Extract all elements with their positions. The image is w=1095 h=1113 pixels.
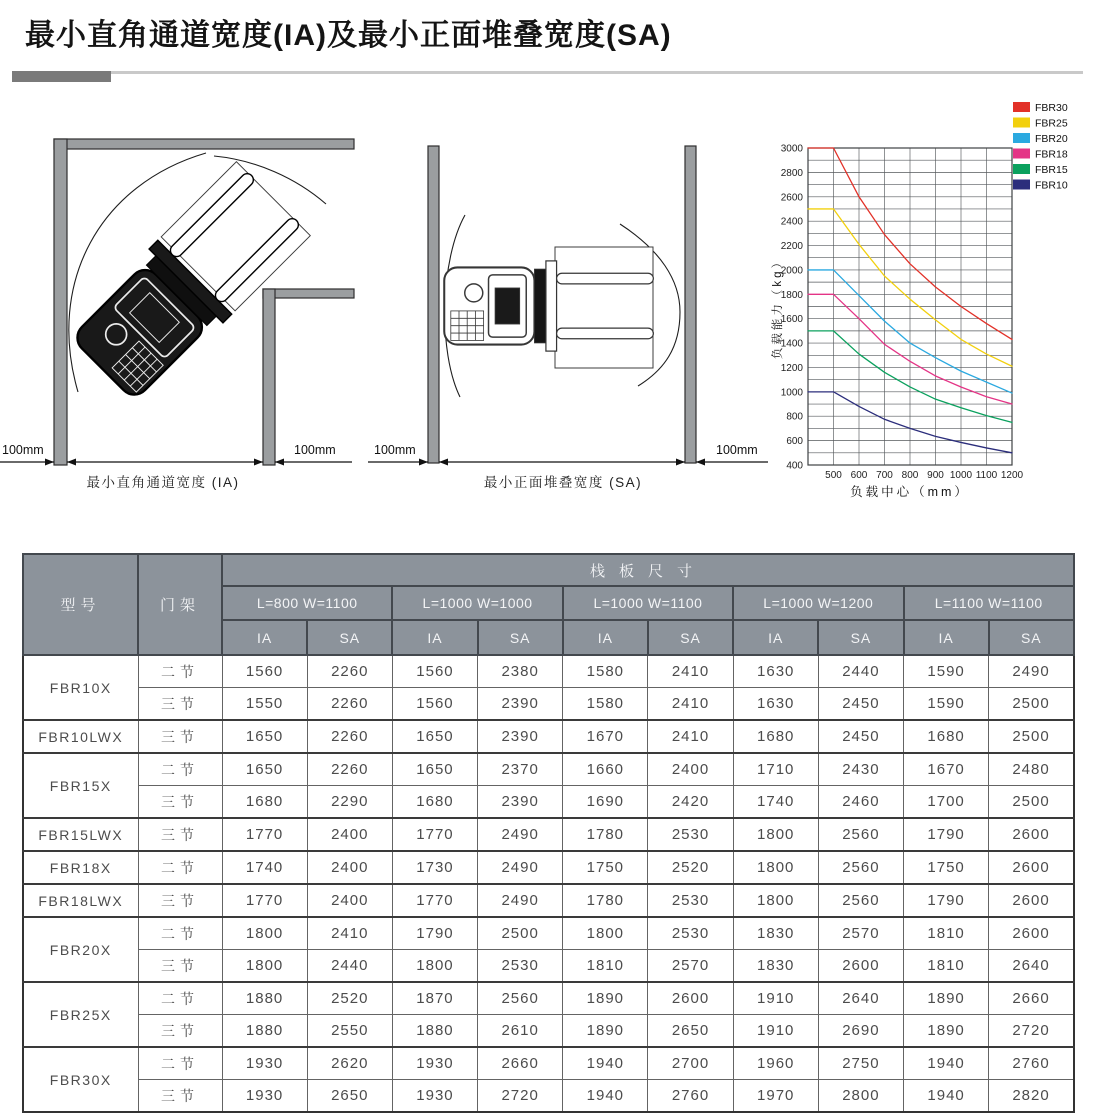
value-cell: 1880 bbox=[222, 982, 307, 1015]
value-cell: 1810 bbox=[904, 917, 989, 950]
model-cell: FBR18X bbox=[23, 851, 138, 884]
value-cell: 1910 bbox=[733, 982, 818, 1015]
value-cell: 2500 bbox=[989, 786, 1074, 819]
value-cell: 1800 bbox=[392, 950, 477, 983]
value-cell: 1930 bbox=[222, 1080, 307, 1113]
value-cell: 2440 bbox=[307, 950, 392, 983]
x-axis-tick: 500 bbox=[825, 470, 842, 481]
legend-label-fbr20: FBR20 bbox=[1035, 133, 1068, 145]
value-cell: 1560 bbox=[222, 655, 307, 688]
mast-cell: 二节 bbox=[138, 655, 222, 688]
table-row bbox=[23, 884, 1074, 917]
value-cell: 1790 bbox=[904, 818, 989, 851]
value-cell: 2500 bbox=[478, 917, 563, 950]
value-cell: 1770 bbox=[392, 884, 477, 917]
value-cell: 1930 bbox=[392, 1080, 477, 1113]
value-cell: 1680 bbox=[904, 720, 989, 753]
value-cell: 2520 bbox=[648, 851, 733, 884]
table-row bbox=[23, 818, 1074, 851]
table-row bbox=[23, 786, 1074, 819]
col-header-pallet-size: 栈板尺寸 bbox=[222, 554, 1074, 586]
value-cell: 2600 bbox=[989, 851, 1074, 884]
legend-swatch-fbr15 bbox=[1013, 164, 1030, 174]
mast-cell: 三节 bbox=[138, 1080, 222, 1113]
wall-left bbox=[54, 139, 67, 465]
value-cell: 2530 bbox=[648, 884, 733, 917]
subcol-header-sa: SA bbox=[648, 620, 733, 655]
subcol-header-ia: IA bbox=[563, 620, 648, 655]
value-cell: 1960 bbox=[733, 1047, 818, 1080]
value-cell: 1930 bbox=[392, 1047, 477, 1080]
y-axis-tick: 2000 bbox=[780, 265, 803, 277]
clearance-label-left: 100mm bbox=[2, 443, 44, 457]
value-cell: 2440 bbox=[818, 655, 903, 688]
subcol-header-ia: IA bbox=[733, 620, 818, 655]
x-axis-tick: 700 bbox=[876, 470, 893, 481]
legend-label-fbr10: FBR10 bbox=[1035, 179, 1068, 192]
value-cell: 1890 bbox=[563, 982, 648, 1015]
value-cell: 1800 bbox=[222, 950, 307, 983]
value-cell: 1830 bbox=[733, 917, 818, 950]
table-row bbox=[23, 917, 1074, 950]
value-cell: 2750 bbox=[818, 1047, 903, 1080]
value-cell: 1550 bbox=[222, 688, 307, 721]
legend-label-fbr15: FBR15 bbox=[1035, 164, 1068, 176]
load-capacity-chart-svg bbox=[763, 92, 1095, 504]
legend-swatch-fbr10 bbox=[1013, 180, 1030, 190]
value-cell: 1680 bbox=[392, 786, 477, 819]
value-cell: 1740 bbox=[733, 786, 818, 819]
value-cell: 2450 bbox=[818, 688, 903, 721]
value-cell: 2410 bbox=[648, 720, 733, 753]
y-axis-tick: 1800 bbox=[780, 289, 803, 301]
value-cell: 1750 bbox=[563, 851, 648, 884]
value-cell: 1650 bbox=[392, 753, 477, 786]
subcol-header-ia: IA bbox=[392, 620, 477, 655]
spec-table bbox=[22, 553, 1075, 1113]
y-axis-tick: 2400 bbox=[780, 216, 803, 228]
col-header-mast: 门架 bbox=[138, 554, 222, 655]
model-cell: FBR20X bbox=[23, 917, 138, 982]
wall-right bbox=[685, 146, 696, 463]
value-cell: 2570 bbox=[818, 917, 903, 950]
table-row bbox=[23, 688, 1074, 721]
value-cell: 2400 bbox=[648, 753, 733, 786]
value-cell: 2530 bbox=[648, 917, 733, 950]
diagram-right-angle-aisle-ia bbox=[0, 120, 370, 495]
value-cell: 2760 bbox=[989, 1047, 1074, 1080]
value-cell: 1680 bbox=[733, 720, 818, 753]
table-row bbox=[23, 1080, 1074, 1113]
table-row bbox=[23, 655, 1074, 688]
value-cell: 2560 bbox=[478, 982, 563, 1015]
value-cell: 2390 bbox=[478, 688, 563, 721]
pallet-outline bbox=[555, 247, 653, 368]
value-cell: 2720 bbox=[478, 1080, 563, 1113]
size-group-header: L=1000 W=1000 bbox=[392, 586, 562, 620]
y-axis-tick: 3000 bbox=[780, 143, 803, 155]
x-axis-tick: 1200 bbox=[1000, 470, 1024, 481]
value-cell: 1790 bbox=[904, 884, 989, 917]
dimension-lines bbox=[0, 443, 352, 466]
wall-top bbox=[54, 139, 354, 149]
value-cell: 1880 bbox=[392, 1015, 477, 1048]
x-axis-tick: 1100 bbox=[975, 470, 998, 481]
value-cell: 2400 bbox=[307, 818, 392, 851]
diagram-sa-caption: 最小正面堆叠宽度 (SA) bbox=[483, 475, 643, 490]
value-cell: 1580 bbox=[563, 688, 648, 721]
value-cell: 2260 bbox=[307, 655, 392, 688]
table-row bbox=[23, 982, 1074, 1015]
value-cell: 1770 bbox=[392, 818, 477, 851]
value-cell: 2410 bbox=[648, 688, 733, 721]
table-row bbox=[23, 720, 1074, 753]
value-cell: 2520 bbox=[307, 982, 392, 1015]
value-cell: 1800 bbox=[222, 917, 307, 950]
load-capacity-chart bbox=[763, 92, 1095, 504]
wall-inner-vertical bbox=[263, 289, 275, 465]
x-axis-tick: 800 bbox=[901, 470, 919, 481]
value-cell: 1940 bbox=[563, 1080, 648, 1113]
legend-swatch-fbr18 bbox=[1013, 149, 1030, 159]
value-cell: 1650 bbox=[222, 720, 307, 753]
value-cell: 2260 bbox=[307, 720, 392, 753]
legend-label-fbr25: FBR25 bbox=[1035, 117, 1068, 130]
y-axis-title: 负载能力（kg） bbox=[772, 253, 784, 360]
subcol-header-ia: IA bbox=[222, 620, 307, 655]
value-cell: 2650 bbox=[648, 1015, 733, 1048]
y-axis-tick: 2600 bbox=[780, 192, 803, 204]
y-axis-tick: 2800 bbox=[780, 167, 803, 179]
mast-cell: 三节 bbox=[138, 818, 222, 851]
y-axis-tick: 600 bbox=[786, 436, 803, 448]
value-cell: 1680 bbox=[222, 786, 307, 819]
clearance-label-right: 100mm bbox=[716, 443, 758, 457]
subcol-header-sa: SA bbox=[307, 620, 392, 655]
value-cell: 2490 bbox=[478, 851, 563, 884]
mast-cell: 三节 bbox=[138, 688, 222, 721]
mast-cell: 二节 bbox=[138, 917, 222, 950]
value-cell: 2820 bbox=[989, 1080, 1074, 1113]
value-cell: 2370 bbox=[478, 753, 563, 786]
value-cell: 2640 bbox=[818, 982, 903, 1015]
value-cell: 1940 bbox=[563, 1047, 648, 1080]
y-axis-tick: 800 bbox=[786, 411, 803, 423]
mast-cell: 三节 bbox=[138, 950, 222, 983]
value-cell: 1650 bbox=[392, 720, 477, 753]
value-cell: 1660 bbox=[563, 753, 648, 786]
mast-cell: 二节 bbox=[138, 982, 222, 1015]
value-cell: 2760 bbox=[648, 1080, 733, 1113]
value-cell: 1970 bbox=[733, 1080, 818, 1113]
mast-cell: 二节 bbox=[138, 851, 222, 884]
value-cell: 2600 bbox=[648, 982, 733, 1015]
value-cell: 2260 bbox=[307, 688, 392, 721]
model-cell: FBR15LWX bbox=[23, 818, 138, 851]
value-cell: 1750 bbox=[904, 851, 989, 884]
value-cell: 1560 bbox=[392, 688, 477, 721]
value-cell: 2260 bbox=[307, 753, 392, 786]
model-cell: FBR30X bbox=[23, 1047, 138, 1112]
value-cell: 1670 bbox=[904, 753, 989, 786]
size-group-header: L=1100 W=1100 bbox=[904, 586, 1074, 620]
title-rule-accent bbox=[12, 71, 111, 82]
model-cell: FBR15X bbox=[23, 753, 138, 818]
value-cell: 2690 bbox=[818, 1015, 903, 1048]
value-cell: 2600 bbox=[818, 950, 903, 983]
value-cell: 1870 bbox=[392, 982, 477, 1015]
value-cell: 1650 bbox=[222, 753, 307, 786]
subcol-header-ia: IA bbox=[904, 620, 989, 655]
x-axis-title: 负载中心（mm） bbox=[850, 485, 970, 499]
value-cell: 2380 bbox=[478, 655, 563, 688]
legend-swatch-fbr25 bbox=[1013, 118, 1030, 128]
value-cell: 1590 bbox=[904, 655, 989, 688]
value-cell: 2410 bbox=[648, 655, 733, 688]
size-group-header: L=1000 W=1100 bbox=[563, 586, 733, 620]
value-cell: 2640 bbox=[989, 950, 1074, 983]
value-cell: 2460 bbox=[818, 786, 903, 819]
value-cell: 1890 bbox=[904, 1015, 989, 1048]
value-cell: 2560 bbox=[818, 884, 903, 917]
value-cell: 1630 bbox=[733, 688, 818, 721]
y-axis-tick: 400 bbox=[786, 460, 803, 472]
legend-label-fbr30: FBR30 bbox=[1035, 102, 1068, 114]
value-cell: 2800 bbox=[818, 1080, 903, 1113]
value-cell: 1890 bbox=[904, 982, 989, 1015]
model-cell: FBR10LWX bbox=[23, 720, 138, 753]
value-cell: 2720 bbox=[989, 1015, 1074, 1048]
value-cell: 2530 bbox=[478, 950, 563, 983]
diagram-ia-caption: 最小直角通道宽度 (IA) bbox=[86, 475, 240, 490]
value-cell: 1890 bbox=[563, 1015, 648, 1048]
value-cell: 1780 bbox=[563, 818, 648, 851]
table-row bbox=[23, 1015, 1074, 1048]
page-title: 最小直角通道宽度(IA)及最小正面堆叠宽度(SA) bbox=[25, 19, 672, 52]
value-cell: 2550 bbox=[307, 1015, 392, 1048]
value-cell: 2660 bbox=[478, 1047, 563, 1080]
mast-cell: 三节 bbox=[138, 1015, 222, 1048]
legend-swatch-fbr20 bbox=[1013, 133, 1030, 143]
value-cell: 1940 bbox=[904, 1080, 989, 1113]
clearance-label-left: 100mm bbox=[374, 443, 416, 457]
subcol-header-sa: SA bbox=[478, 620, 563, 655]
value-cell: 1630 bbox=[733, 655, 818, 688]
model-cell: FBR18LWX bbox=[23, 884, 138, 917]
value-cell: 2400 bbox=[307, 851, 392, 884]
table-row bbox=[23, 753, 1074, 786]
value-cell: 1790 bbox=[392, 917, 477, 950]
x-axis-tick: 600 bbox=[850, 470, 868, 481]
table-row bbox=[23, 950, 1074, 983]
value-cell: 1930 bbox=[222, 1047, 307, 1080]
value-cell: 1770 bbox=[222, 884, 307, 917]
value-cell: 1880 bbox=[222, 1015, 307, 1048]
value-cell: 1560 bbox=[392, 655, 477, 688]
value-cell: 1740 bbox=[222, 851, 307, 884]
y-axis-tick: 1400 bbox=[780, 338, 803, 350]
value-cell: 2500 bbox=[989, 688, 1074, 721]
value-cell: 2660 bbox=[989, 982, 1074, 1015]
value-cell: 2450 bbox=[818, 720, 903, 753]
value-cell: 1780 bbox=[563, 884, 648, 917]
value-cell: 1940 bbox=[904, 1047, 989, 1080]
value-cell: 1580 bbox=[563, 655, 648, 688]
value-cell: 2490 bbox=[989, 655, 1074, 688]
x-axis-tick: 900 bbox=[927, 470, 944, 481]
mast-cell: 二节 bbox=[138, 1047, 222, 1080]
value-cell: 1710 bbox=[733, 753, 818, 786]
value-cell: 1810 bbox=[563, 950, 648, 983]
value-cell: 2410 bbox=[307, 917, 392, 950]
diagram-front-stacking-sa bbox=[368, 120, 768, 495]
value-cell: 2560 bbox=[818, 818, 903, 851]
value-cell: 2490 bbox=[478, 884, 563, 917]
mast-cell: 三节 bbox=[138, 720, 222, 753]
value-cell: 2570 bbox=[648, 950, 733, 983]
model-cell: FBR25X bbox=[23, 982, 138, 1047]
clearance-label-right: 100mm bbox=[294, 443, 336, 457]
wall-inner-horizontal bbox=[263, 289, 354, 298]
value-cell: 2390 bbox=[478, 786, 563, 819]
subcol-header-sa: SA bbox=[989, 620, 1074, 655]
value-cell: 2400 bbox=[307, 884, 392, 917]
value-cell: 1730 bbox=[392, 851, 477, 884]
value-cell: 1800 bbox=[733, 851, 818, 884]
value-cell: 1690 bbox=[563, 786, 648, 819]
value-cell: 1700 bbox=[904, 786, 989, 819]
subcol-header-sa: SA bbox=[818, 620, 903, 655]
chart-gridlines bbox=[808, 148, 1012, 465]
value-cell: 1670 bbox=[563, 720, 648, 753]
value-cell: 1800 bbox=[733, 884, 818, 917]
value-cell: 2480 bbox=[989, 753, 1074, 786]
size-group-header: L=800 W=1100 bbox=[222, 586, 392, 620]
value-cell: 1770 bbox=[222, 818, 307, 851]
wall-left bbox=[428, 146, 439, 463]
value-cell: 2650 bbox=[307, 1080, 392, 1113]
legend-swatch-fbr30 bbox=[1013, 102, 1030, 112]
value-cell: 2490 bbox=[478, 818, 563, 851]
model-cell: FBR10X bbox=[23, 655, 138, 720]
value-cell: 2610 bbox=[478, 1015, 563, 1048]
size-group-header: L=1000 W=1200 bbox=[733, 586, 903, 620]
y-axis-tick: 1600 bbox=[780, 314, 803, 326]
value-cell: 2420 bbox=[648, 786, 733, 819]
value-cell: 2560 bbox=[818, 851, 903, 884]
value-cell: 1590 bbox=[904, 688, 989, 721]
legend-label-fbr18: FBR18 bbox=[1035, 148, 1068, 161]
value-cell: 2700 bbox=[648, 1047, 733, 1080]
col-header-model: 型号 bbox=[23, 554, 138, 655]
y-axis-tick: 1200 bbox=[780, 362, 803, 374]
title-rule bbox=[12, 71, 1083, 74]
value-cell: 1910 bbox=[733, 1015, 818, 1048]
value-cell: 1810 bbox=[904, 950, 989, 983]
value-cell: 2430 bbox=[818, 753, 903, 786]
value-cell: 2530 bbox=[648, 818, 733, 851]
table-row bbox=[23, 851, 1074, 884]
value-cell: 2600 bbox=[989, 818, 1074, 851]
x-axis-tick: 1000 bbox=[949, 470, 973, 481]
value-cell: 2600 bbox=[989, 884, 1074, 917]
y-axis-tick: 1000 bbox=[780, 387, 803, 399]
y-axis-tick: 2200 bbox=[780, 241, 803, 253]
value-cell: 1800 bbox=[733, 818, 818, 851]
value-cell: 2500 bbox=[989, 720, 1074, 753]
value-cell: 2620 bbox=[307, 1047, 392, 1080]
value-cell: 1830 bbox=[733, 950, 818, 983]
value-cell: 2290 bbox=[307, 786, 392, 819]
value-cell: 1800 bbox=[563, 917, 648, 950]
mast-cell: 三节 bbox=[138, 786, 222, 819]
mast-cell: 二节 bbox=[138, 753, 222, 786]
value-cell: 2600 bbox=[989, 917, 1074, 950]
value-cell: 2390 bbox=[478, 720, 563, 753]
mast-cell: 三节 bbox=[138, 884, 222, 917]
table-row bbox=[23, 1047, 1074, 1080]
